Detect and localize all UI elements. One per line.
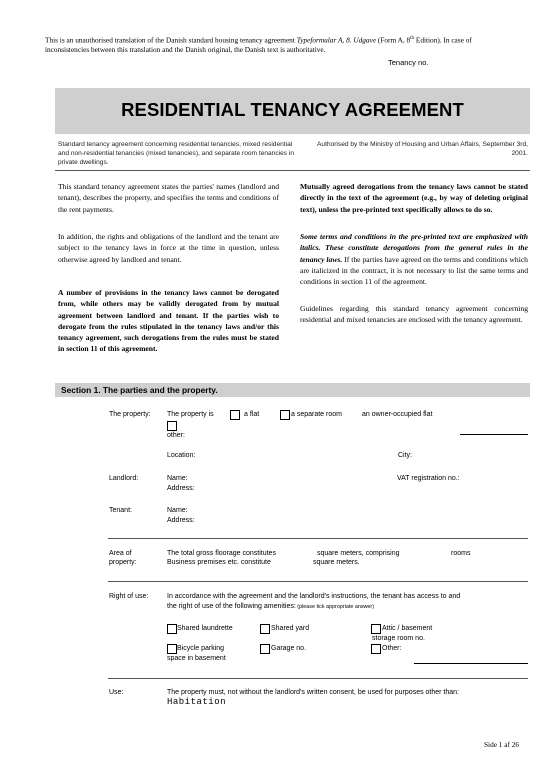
document-title: RESIDENTIAL TENANCY AGREEMENT xyxy=(121,99,464,120)
use-purpose-value[interactable]: Habitation xyxy=(167,697,227,707)
right-of-use-label: Right of use: xyxy=(109,593,149,600)
bicycle-parking-checkbox[interactable] xyxy=(167,644,177,654)
bicycle-parking-label: Bicycle parking xyxy=(177,645,225,652)
subtitle-left: Standard tenancy agreement concerning residential tenancies, mixed residential and non-residential tenancies (mixed tenancies), and separate room tenancies in private dwellings. xyxy=(58,141,295,166)
property-label: The property: xyxy=(109,411,151,418)
divider xyxy=(108,538,528,539)
intro-right-paragraph-1: Mutually agreed derogations from the tenancy laws cannot be stated directly in the text of the agreement (e.g., by way of deleting original text), unless the pre-printed text specifically allows to do so. xyxy=(300,182,528,214)
tenant-name-label: Name: xyxy=(167,507,188,514)
separate-room-option-label: a separate room xyxy=(291,411,342,418)
business-premises-text: Business premises etc. constitute xyxy=(167,559,271,566)
page-number: Side 1 af 26 xyxy=(484,740,520,749)
flat-checkbox[interactable] xyxy=(230,410,240,420)
rooms-text: rooms xyxy=(451,550,471,557)
intro-right-paragraph-2: Some terms and conditions in the pre-printed text are emphasized with italics. These constitute derogations from the general rules in the tenancy laws. If the parties have agreed on the terms and conditions which are italicized in the contract, it is not necessary to list the same terms and conditions in section 11 of the agreement. xyxy=(300,232,528,287)
property-intro: The property is xyxy=(167,411,214,418)
other-amenity-checkbox[interactable] xyxy=(371,644,381,654)
square-meters-text: square meters, comprising xyxy=(317,550,400,557)
city-label: City: xyxy=(398,452,412,459)
right-of-use-text-2: the right of use of the following amenities: (please tick appropriate answer) xyxy=(167,603,374,610)
separate-room-checkbox[interactable] xyxy=(280,410,290,420)
other-property-field[interactable] xyxy=(460,434,528,435)
landlord-label: Landlord: xyxy=(109,475,139,482)
intro-left-paragraph-1: This standard tenancy agreement states the parties' names (landlord and tenant), describes the property, and specifies the terms and conditions of the rent payments. xyxy=(58,182,279,214)
basement-space-label: space in basement xyxy=(167,655,226,662)
tenant-label: Tenant: xyxy=(109,507,132,514)
use-label: Use: xyxy=(109,689,124,696)
divider xyxy=(108,678,528,679)
intro-left-paragraph-3: A number of provisions in the tenancy laws cannot be derogated from, while others may be validly derogated from by mutual agreement between landlord and tenant. If the parties wish to derogate from the rules stipulated in the tenancy laws and/or this tenancy agreement, such derogations from the rules must be stated in section 11 of this agreement. xyxy=(58,288,279,354)
intro-right-paragraph-3: Guidelines regarding this standard tenancy agreement concerning residential and mixed tenancies are enclosed with the tenancy agreement. xyxy=(300,304,528,325)
attic-basement-checkbox[interactable] xyxy=(371,624,381,634)
vat-registration-label: VAT registration no.: xyxy=(397,475,460,482)
gross-floorage-text: The total gross floorage constitutes xyxy=(167,550,276,557)
intro-left-paragraph-2: In addition, the rights and obligations of the landlord and the tenant are subject to the tenancy laws in force at the time in question, unless otherwise agreed by landlord and tenant. xyxy=(58,232,279,264)
shared-yard-label: Shared yard xyxy=(271,625,310,632)
location-label: Location: xyxy=(167,452,196,459)
other-amenity-field[interactable] xyxy=(414,663,528,664)
flat-option-label: a flat xyxy=(244,411,260,418)
area-label-line-2: property: xyxy=(109,559,137,566)
shared-laundrette-checkbox[interactable] xyxy=(167,624,177,634)
other-property-checkbox[interactable] xyxy=(167,421,177,431)
tenant-address-label: Address: xyxy=(167,517,195,524)
right-of-use-text: In accordance with the agreement and the landlord's instructions, the tenant has access to and xyxy=(167,593,461,600)
divider xyxy=(108,581,528,582)
use-text: The property must, not without the landlord's written consent, be used for purposes other than: xyxy=(167,689,460,696)
other-amenity-label: Other: xyxy=(382,645,402,652)
divider xyxy=(55,170,530,171)
shared-laundrette-label: Shared laundrette xyxy=(177,625,233,632)
landlord-name-label: Name: xyxy=(167,475,188,482)
attic-basement-label: Attic / basement xyxy=(382,625,433,632)
area-label-line-1: Area of xyxy=(109,550,132,557)
garage-label: Garage no. xyxy=(271,645,307,652)
translation-disclaimer: This is an unauthorised translation of the Danish standard housing tenancy agreement Typeformular A, 8. Udgave (Form A, 8th Edition). In case of inconsistencies between this translation and the Danish original, the Danish text is authoritative. xyxy=(45,35,472,55)
subtitle-right: Authorised by the Ministry of Housing and Urban Affairs, September 3rd, 2001. xyxy=(317,141,528,157)
storage-room-label: storage room no. xyxy=(372,635,425,642)
garage-checkbox[interactable] xyxy=(260,644,270,654)
shared-yard-checkbox[interactable] xyxy=(260,624,270,634)
other-property-label: other: xyxy=(167,432,185,439)
landlord-address-label: Address: xyxy=(167,485,195,492)
business-square-meters-text: square meters. xyxy=(313,559,360,566)
tenancy-number-label: Tenancy no. xyxy=(388,58,429,67)
section-1-title: Section 1. The parties and the property. xyxy=(61,385,218,395)
owner-occupied-option-label: an owner-occupied flat xyxy=(362,411,433,418)
